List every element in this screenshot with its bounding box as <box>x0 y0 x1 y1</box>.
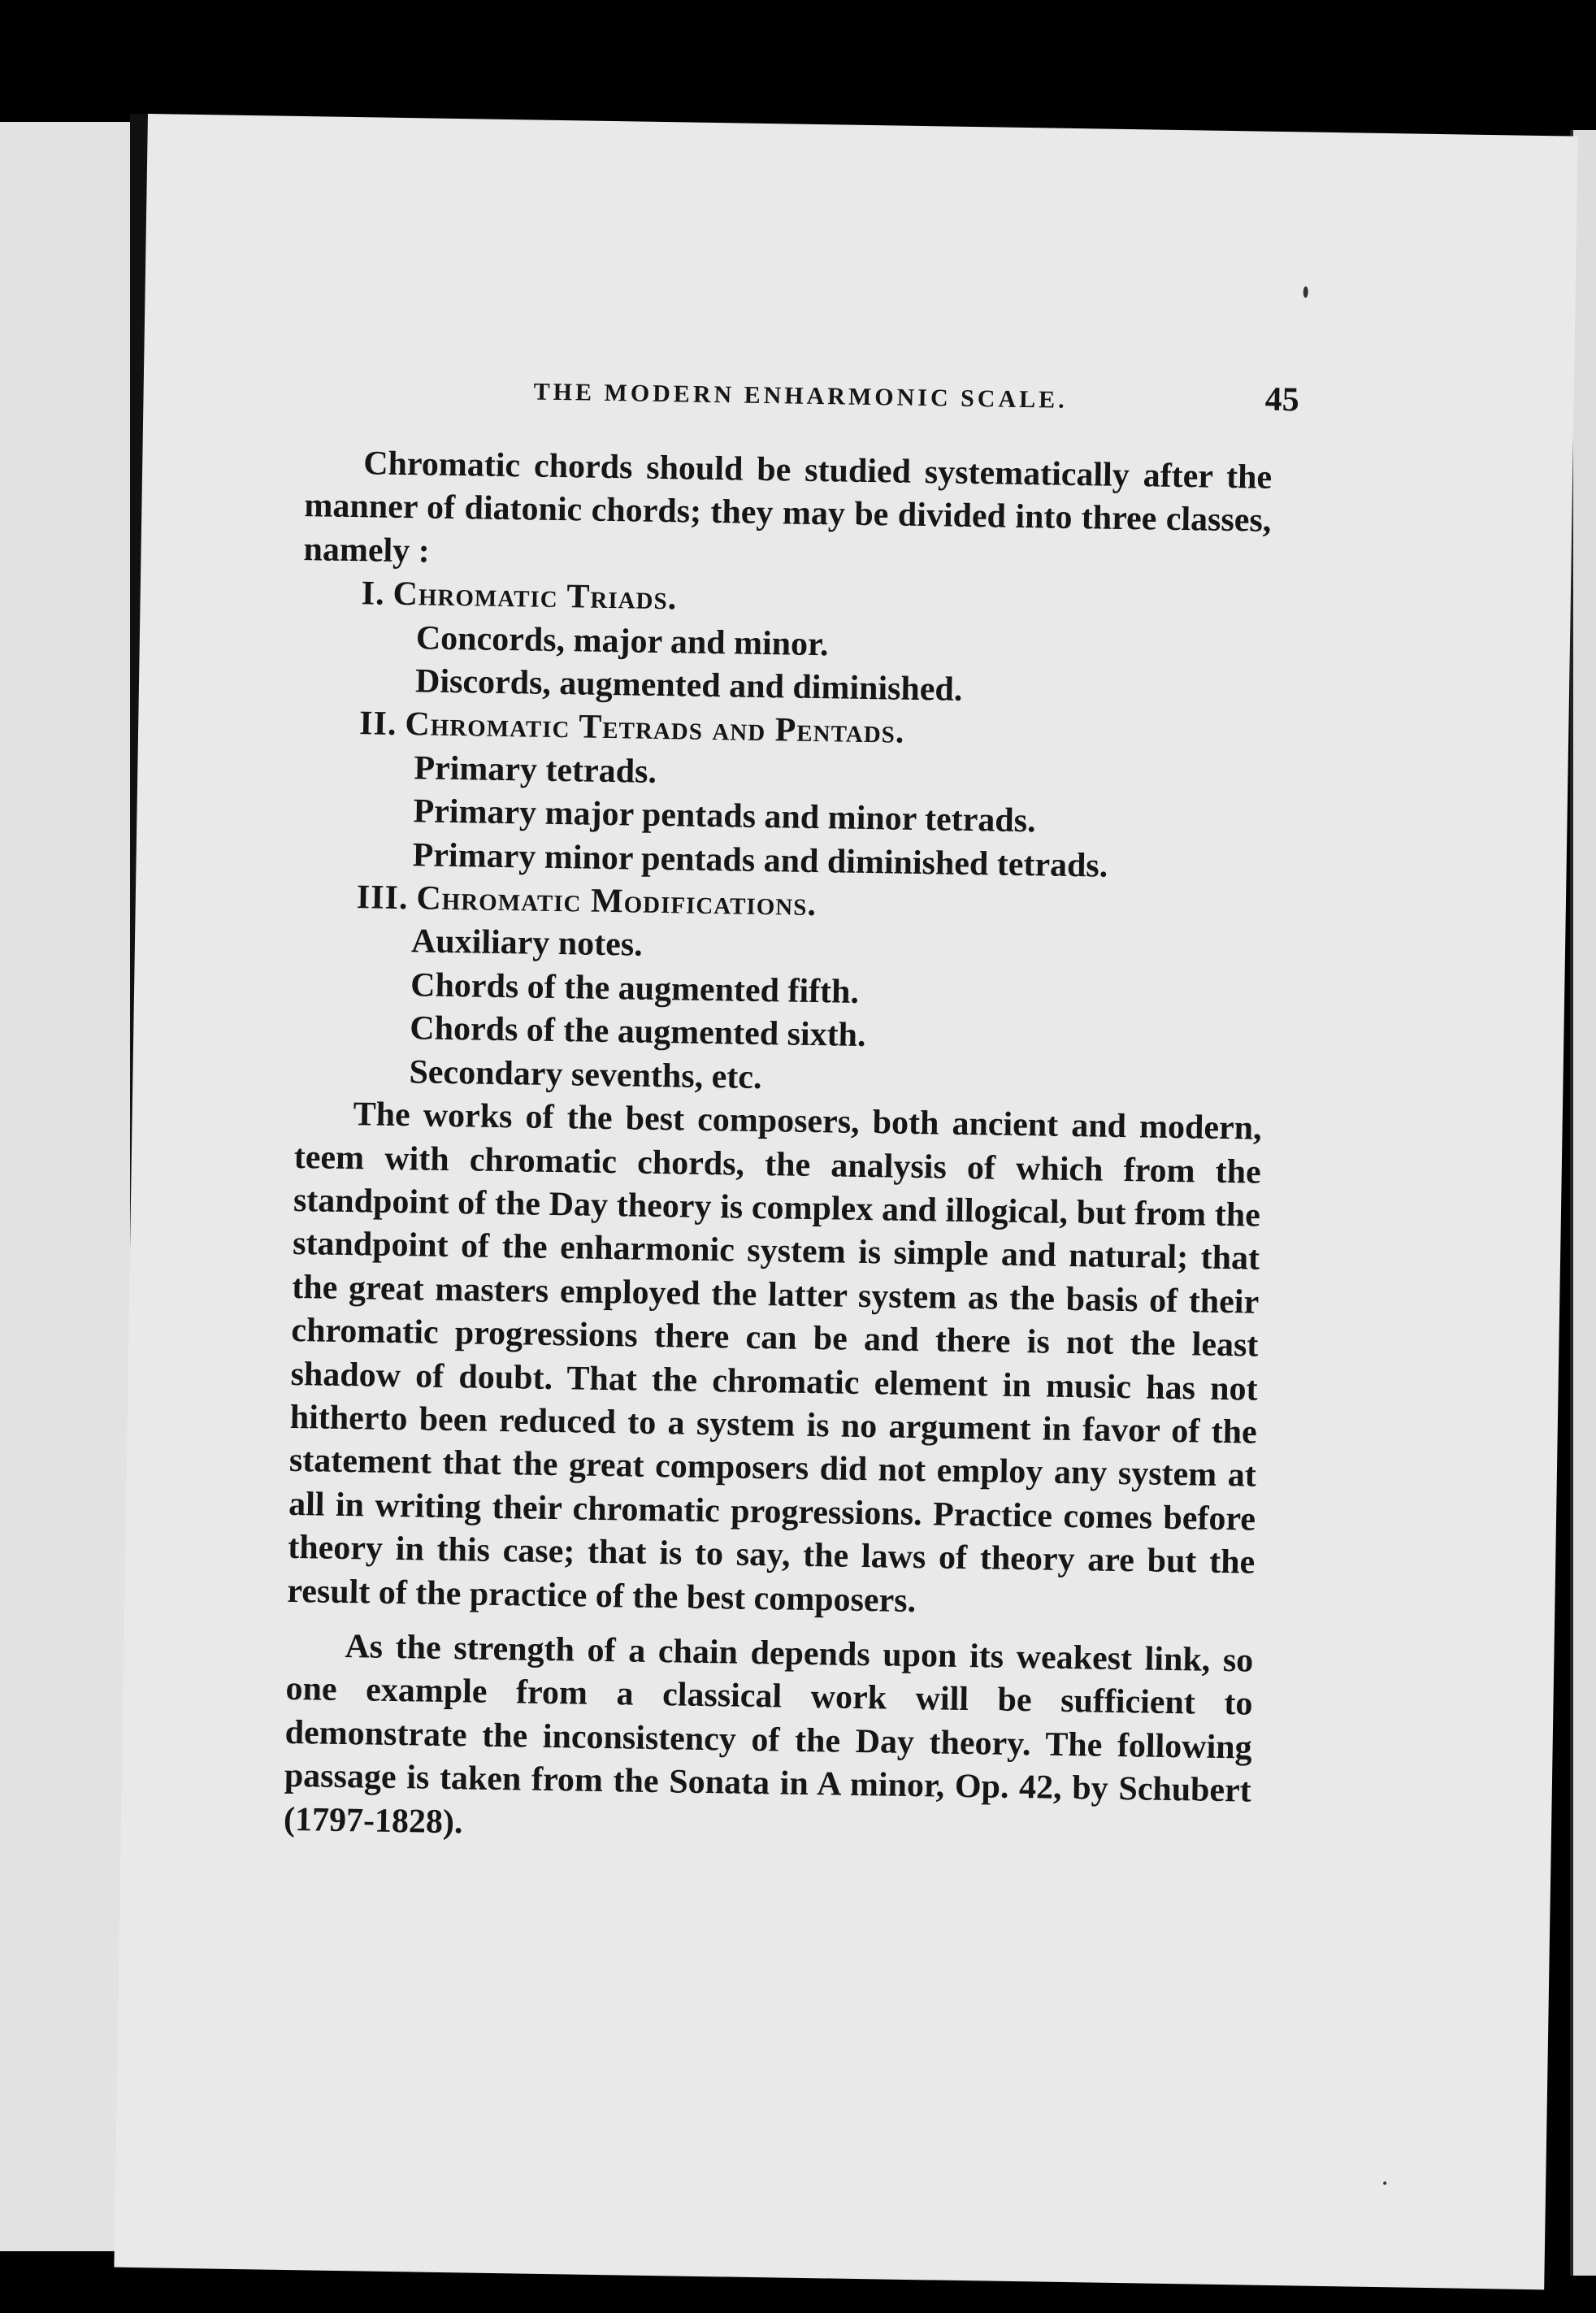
list-item: Secondary sevenths, etc. <box>409 1052 762 1096</box>
class-numeral: II. <box>358 705 397 744</box>
intro-paragraph: Chromatic chords should be studied systematically after the manner of diatonic chords; they may be divided into three classes, namely : <box>303 445 1273 571</box>
class-title: Chromatic Triads. <box>392 575 678 618</box>
list-item: Primary major pentads and minor tetrads. <box>413 792 1036 840</box>
list-item: Discords, augmented and diminished. <box>414 662 963 709</box>
class-title: Chromatic Modifications. <box>416 879 818 924</box>
scan-specks <box>148 114 1578 137</box>
list-item: Chords of the augmented fifth. <box>410 966 860 1011</box>
list-item: Chords of the augmented sixth. <box>410 1009 866 1055</box>
scan-speck <box>1303 286 1308 297</box>
class-numeral: I. <box>361 575 385 613</box>
running-head: THE MODERN ENHARMONIC SCALE. <box>533 378 1068 414</box>
page-edge-right <box>1570 130 1596 2276</box>
facing-page-edge <box>0 122 134 2251</box>
scan-speck <box>1383 2181 1386 2185</box>
class-title: Chromatic Tetrads and Pentads. <box>405 705 905 752</box>
book-page <box>114 114 1577 2289</box>
body-paragraph: As the strength of a chain depends upon its weakest link, so one example from a classical work will be sufficient to demonstrate the inconsistency of the Day theory. The following passage is taken from the Sonata in A minor, Op. 42, by Schubert (1797-1828). <box>283 1628 1254 1841</box>
class-numeral: III. <box>356 879 409 918</box>
list-item: Primary tetrads. <box>414 749 657 791</box>
chord-classes-list <box>295 571 1270 1107</box>
list-item: Auxiliary notes. <box>410 922 644 965</box>
page-number: 45 <box>1264 380 1300 419</box>
list-item: Primary minor pentads and diminished tetrads. <box>412 835 1108 885</box>
body-text <box>284 441 1273 1856</box>
list-item: Concords, major and minor. <box>415 618 829 663</box>
body-paragraph: The works of the best composers, both ancient and modern, teem with chromatic chords, the analysis of which from the standpoint of the Day theory is complex and illogical, but from the standpoint of the enharmonic system is simple and natural; that the great masters employed the latter system as the basis of their chromatic progressions there can be and there is not the least shadow of doubt. That the chromatic element in music has not hitherto been reduced to a system is no argument in favor of the statement that the great composers did not employ any system at all in writing their chromatic progressions. Practice comes before theory in this case; that is to say, the laws of theory are but the result of the practice of the best composers. <box>287 1096 1262 1620</box>
